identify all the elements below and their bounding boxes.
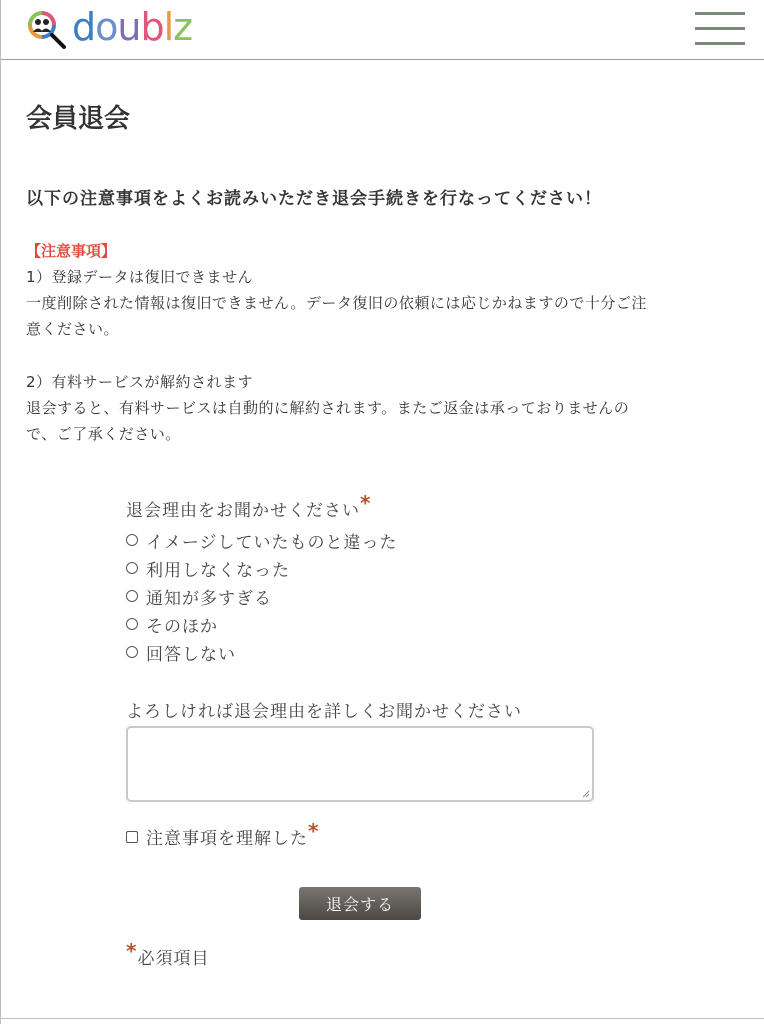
- required-note: [126, 939, 210, 969]
- resize-handle-icon[interactable]: [582, 790, 590, 798]
- logo-letter: d: [72, 5, 96, 49]
- logo-letter: z: [173, 5, 193, 49]
- required-mark: *: [360, 491, 372, 515]
- magnifier-people-icon: [26, 9, 68, 51]
- radio-button[interactable]: [126, 646, 138, 658]
- hamburger-icon-bar: [695, 27, 745, 30]
- reason-option[interactable]: [126, 528, 398, 552]
- notice-item-body: 退会すると、有料サービスは自動的に解約されます。またご返金は承っておりませんの: [26, 399, 630, 417]
- reason-label-text: 退会理由をお聞かせください: [126, 501, 360, 521]
- reason-option-label: 回答しない: [146, 644, 236, 665]
- site-header: [1, 0, 764, 60]
- reason-option-label: そのほか: [146, 616, 218, 637]
- logo-letter: o: [95, 5, 118, 49]
- logo-wordmark: [72, 6, 192, 48]
- reason-option[interactable]: [126, 640, 236, 664]
- reason-option-label: イメージしていたものと違った: [146, 532, 398, 553]
- reason-option[interactable]: [126, 556, 290, 580]
- site-logo[interactable]: [26, 5, 193, 52]
- hamburger-icon-bar: [695, 42, 745, 45]
- hamburger-icon: [695, 12, 745, 15]
- radio-button[interactable]: [126, 534, 138, 546]
- agree-label: 注意事項を理解した: [146, 829, 308, 849]
- agree-checkbox-row[interactable]: [126, 818, 320, 849]
- radio-button[interactable]: [126, 562, 138, 574]
- hamburger-menu-button[interactable]: [695, 10, 745, 48]
- agree-checkbox[interactable]: [126, 831, 138, 843]
- logo-letter: b: [140, 5, 164, 49]
- notice-item-body: 一度削除された情報は復旧できません。データ復旧の依頼には応じかねますので十分ご注: [26, 294, 647, 312]
- notice-item: [26, 264, 741, 342]
- notice-item-heading: 1）登録データは復旧できません: [26, 268, 254, 286]
- notice-item: [26, 369, 741, 447]
- required-note-text: 必須項目: [137, 949, 210, 969]
- detail-label: よろしければ退会理由を詳しくお聞かせください: [126, 702, 522, 722]
- reason-option-label: 利用しなくなった: [146, 560, 290, 581]
- logo-letter: u: [117, 5, 141, 49]
- notice-item-body: 意ください。: [26, 320, 120, 338]
- radio-button[interactable]: [126, 590, 138, 602]
- notice-item-body: で、ご了承ください。: [26, 425, 181, 443]
- radio-button[interactable]: [126, 618, 138, 630]
- notice-heading: 【注意事項】: [26, 242, 117, 260]
- required-mark: *: [308, 818, 320, 843]
- page-title: 会員退会: [26, 104, 131, 134]
- withdraw-button[interactable]: 退会する: [299, 887, 421, 920]
- reason-option[interactable]: [126, 612, 218, 636]
- footer-divider: [1, 1018, 764, 1019]
- notice-item-heading: 2）有料サービスが解約されます: [26, 373, 254, 391]
- reason-option-label: 通知が多すぎる: [146, 588, 272, 609]
- reason-label: [126, 491, 372, 521]
- lead-text: 以下の注意事項をよくお読みいただき退会手続きを行なってください！: [26, 189, 602, 209]
- logo-letter: l: [163, 5, 174, 49]
- reason-option[interactable]: [126, 584, 272, 608]
- detail-textarea[interactable]: [126, 726, 594, 802]
- required-mark: *: [126, 939, 138, 963]
